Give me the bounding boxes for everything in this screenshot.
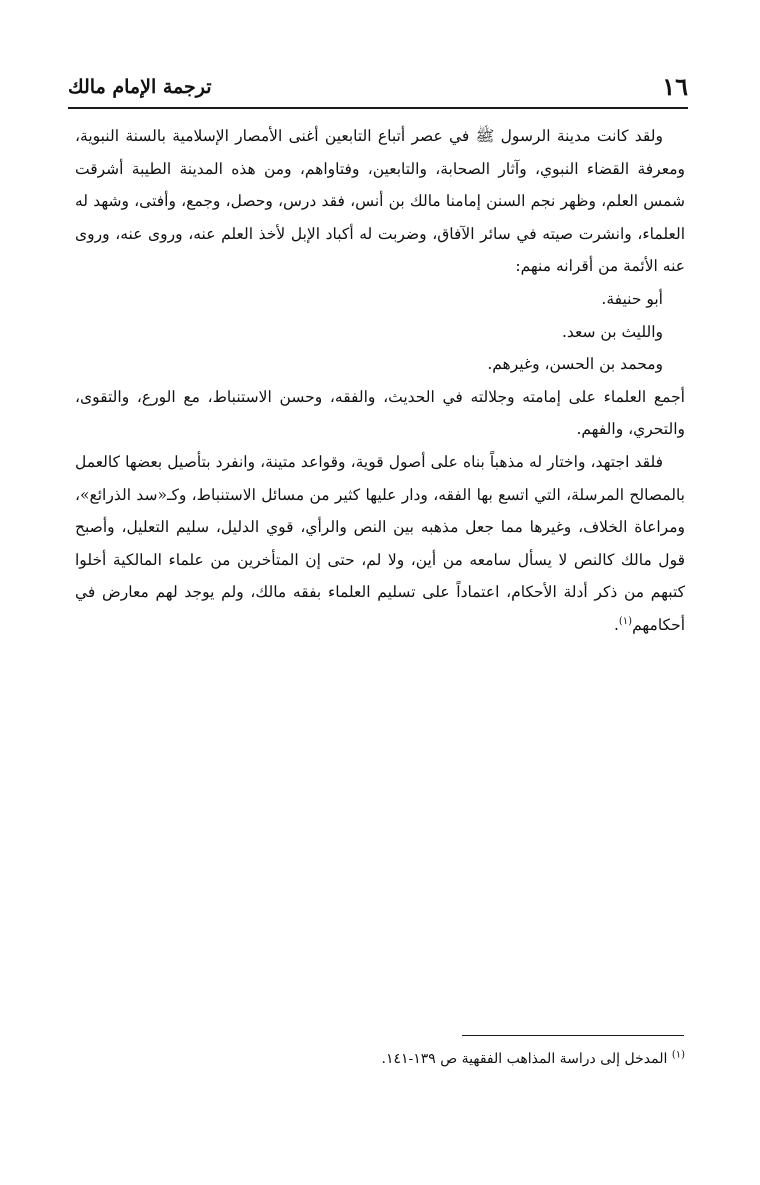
footnote bbox=[75, 1046, 685, 1072]
header-rule bbox=[68, 107, 688, 109]
list-item-2: والليث بن سعد. bbox=[561, 322, 663, 341]
paragraph-3 bbox=[75, 446, 685, 642]
footnote-rule bbox=[462, 1035, 684, 1036]
footnote-text: المدخل إلى دراسة المذاهب الفقهية ص ١٣٩-١٤١. bbox=[381, 1051, 668, 1067]
page-header bbox=[68, 70, 688, 104]
page-number: ١٦ bbox=[662, 72, 688, 101]
paragraph-1: ولقد كانت مدينة الرسول ﷺ في عصر أتباع التابعين أغنى الأمصار الإسلامية بالسنة النبوية، ومعرفة القضاء النبوي، وآثار الصحابة، والتابعين، وفتاواهم، ومن هذه المدينة الطيبة أشرقت شمس العلم، وظهر نجم السنن إمامنا مالك بن أنس، فقد درس، وحصل، وجمع، وأفتى، وشهد له العلماء، وانشرت صيته في سائر الآفاق، وضربت له أكباد الإبل لأخذ العلم عنه، وروى عنه، وروى عنه الأئمة من أقرانه منهم: bbox=[75, 127, 685, 276]
running-title: ترجمة الإمام مالك bbox=[68, 76, 212, 98]
main-text bbox=[75, 120, 685, 642]
footnote-reference[interactable]: (١) bbox=[618, 615, 633, 627]
list-item-3: ومحمد بن الحسن، وغيرهم. bbox=[487, 355, 663, 374]
paragraph-3-end: . bbox=[613, 615, 619, 634]
list-item-1: أبو حنيفة. bbox=[601, 289, 663, 308]
paragraph-2: أجمع العلماء على إمامته وجلالته في الحديث، والفقه، وحسن الاستنباط، مع الورع، والتقوى، والتحري، والفهم. bbox=[75, 387, 685, 439]
paragraph-3-text: فلقد اجتهد، واختار له مذهباً بناه على أصول قوية، وقواعد متينة، وانفرد بتأصيل بعضها كالعمل بالمصالح المرسلة، التي اتسع بها الفقه، ودار عليها كثير من مسائل الاستنباط، وكـ«سد الذرائع»، ومراعاة الخلاف، وغيرها مما جعل مذهبه بين النص والرأي، قوي الدليل، سليم التعليل، وأصبح قول مالك كالنص لا يسأل سامعه من أين، ولا لم، حتى إن المتأخرين من علماء المالكية أخلوا كتبهم من ذكر أدلة الأحكام، اعتماداً على تسليم العلماء بفقه مالك، ولم يوجد لهم معارض في أحكامهم bbox=[75, 452, 685, 634]
footnote-marker: (١) bbox=[671, 1049, 685, 1061]
